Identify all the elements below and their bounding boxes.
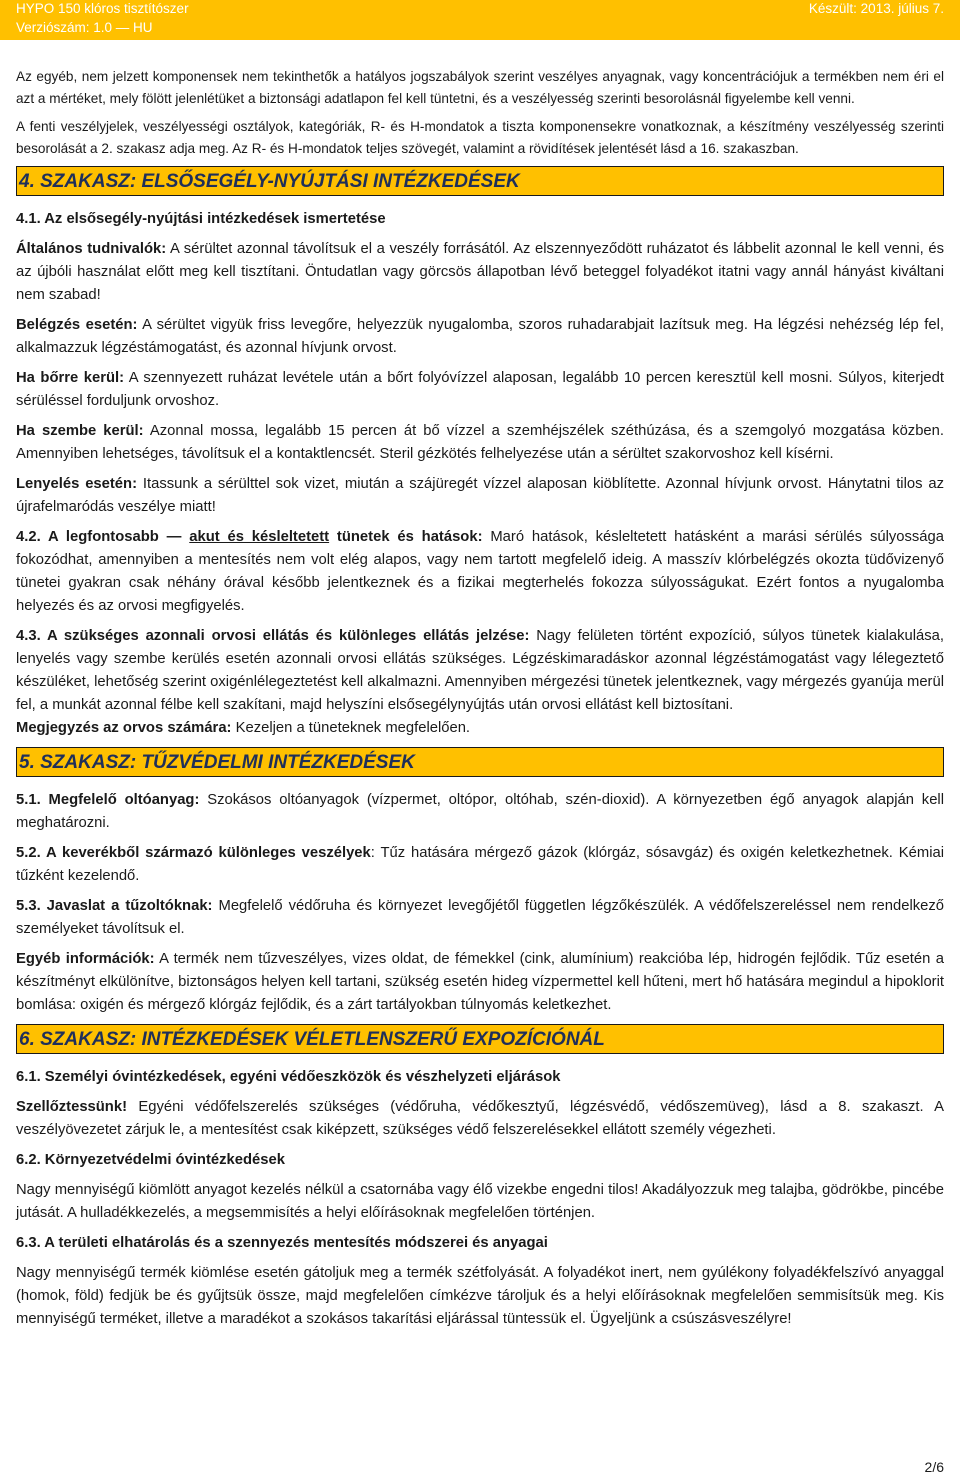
section-6-heading <box>16 1024 944 1054</box>
general-info-text: A sérültet azonnal távolítsuk el a veszély forrásától. Az elszennyeződött ruházatot és lábbelit azonnal le kell venni, és az újbóli használat előtt meg kell tisztítani. Öntudatlan vagy görcsös állapotban lévő beteggel folyadékot itatni vagy annál hányást kiváltani nem szabad! <box>16 241 944 303</box>
section-5-heading <box>16 747 944 777</box>
general-info-paragraph <box>16 238 944 307</box>
section-6-title: 6. SZAKASZ: INTÉZKEDÉSEK VÉLETLENSZERŰ EXPOZÍCIÓNÁL <box>19 1029 605 1050</box>
subsection-5-1-paragraph <box>16 789 944 835</box>
creation-date: Készült: 2013. július 7. <box>808 1 944 16</box>
doctor-note-paragraph <box>16 717 944 740</box>
ingestion-label: Lenyelés esetén: <box>16 476 138 492</box>
subsection-4-3-number: 4.3. <box>16 628 41 644</box>
doctor-note-text: Kezeljen a tüneteknek megfelelően. <box>231 720 471 736</box>
eye-contact-label: Ha szembe kerül: <box>16 423 144 439</box>
ingestion-text: Itassunk a sérülttel sok vizet, miután a szájüregét vízzel alaposan kiöblítette. Azonnal hívjunk orvost. Hánytatni tilos az újrafelmaródás veszélye miatt! <box>16 476 944 515</box>
subsection-4-3-title: A szükséges azonnali orvosi ellátás és különleges ellátás jelzése: <box>40 628 530 644</box>
other-info-label: Egyéb információk: <box>16 951 155 967</box>
skin-contact-label: Ha bőrre kerül: <box>16 370 125 386</box>
section-4-heading <box>16 166 944 196</box>
subsection-4-2-title-a: A legfontosabb <box>40 529 159 545</box>
subsection-4-3-text: Nagy felületen történt expozíció, súlyos tünetek kialakulása, lenyelés vagy szembe kerülés esetén azonnali orvosi ellátás szükséges. Légzéskimaradáskor azonnal légzéstámogatást vagy lélegeztető készüléket, lehetőség szerint oxigénlélegeztetést kell alkalmazni. Amennyiben mérgezési tünetek jelentkeznek, vagy mérgezés gyanúja merül fel, a munkát azonnal félbe kell szakítani, majd helyszíni elsősegélynyújtás után orvosi ellátást kell biztosítani. <box>16 628 945 713</box>
subsection-6-3-title: 6.3. A területi elhatárolás és a szennyezés mentesítés módszerei és anyagai <box>16 1235 548 1251</box>
product-name: HYPO 150 klóros tisztítószer <box>16 1 189 16</box>
subsection-4-3-paragraph <box>16 625 944 717</box>
inhalation-paragraph <box>16 314 944 360</box>
subsection-6-1-title: 6.1. Személyi óvintézkedések, egyéni védőeszközök és vészhelyzeti eljárások <box>16 1069 561 1085</box>
skin-contact-paragraph <box>16 367 944 413</box>
inhalation-label: Belégzés esetén: <box>16 317 138 333</box>
ingestion-paragraph <box>16 473 944 519</box>
ventilation-text: Egyéni védőfelszerelés szükséges (védőruha, védőkesztyű, légzésvédő, védőszemüveg), lásd a 8. szakaszt. A veszélyövezetet zárjuk le, a mentesítést csak kiképzett, szükséges védő felszerelésekkel ellátott személy végezheti. <box>16 1099 944 1138</box>
subsection-4-2-dash: — <box>158 529 190 545</box>
version-number: Verziószám: 1.0 — HU <box>16 20 153 35</box>
section-4-body <box>16 208 944 740</box>
skin-contact-text: A szennyezett ruházat levétele után a bőrt folyóvízzel alaposan, legalább 10 percen keresztül kell mosni. Súlyos, kiterjedt sérüléssel forduljunk orvoshoz. <box>16 370 945 409</box>
subsection-4-1-title: 4.1. Az elsősegély-nyújtási intézkedések ismertetése <box>16 211 386 227</box>
subsection-5-2-title: 5.2. A keverékből származó különleges veszélyek <box>16 845 371 861</box>
subsection-4-2-text: Maró hatások, késleltetett hatásként a marási sérülés súlyossága fokozódhat, amennyiben a mentesítés nem volt elég alapos, vagy nem tartott megfelelő ideig. A masszív klórbelégzés okozta tüdővizenyő tünetei gyakran csak néhány órával később jelentkeznek és a fizikai megterhelés fokozza súlyosságukat. Ezért fontos a nyugalomba helyezés és az orvosi megfigyelés. <box>16 529 944 614</box>
subsection-4-2-title-b: tünetek és hatások: <box>329 529 483 545</box>
document-body <box>16 66 944 1338</box>
subsection-4-2-number: 4.2. <box>16 529 41 545</box>
eye-contact-text: Azonnal mossa, legalább 15 percen át bő vízzel a szemhéjszélek széthúzása, és a szemgolyó mozgatása közben. Amennyiben lehetséges, távolítsuk el a kontaktlencsét. Steril gézkötés felhelyezése után a sérültet szakorvoshoz kell kísérni. <box>16 423 944 462</box>
subsection-5-3-text: Megfelelő védőruha és környezet levegőjétől független légzőkészülék. A védőfelszereléssel nem rendelkező személyeket távolítsuk el. <box>16 898 945 937</box>
intro-paragraph-2: A fenti veszélyjelek, veszélyességi osztályok, kategóriák, R- és H-mondatok a tiszta komponensekre vonatkoznak, a készítmény veszélyesség szerinti besorolását a 2. szakasz adja meg. Az R- és H-mondatok teljes szövegét, valamint a rövidítések jelentését lásd a 16. szakaszban. <box>16 119 944 156</box>
ventilation-paragraph <box>16 1096 944 1142</box>
subsection-5-2-paragraph <box>16 842 944 888</box>
section-5-body <box>16 789 944 1017</box>
subsection-4-2-paragraph <box>16 526 944 618</box>
subsection-5-3-paragraph <box>16 895 944 941</box>
subsection-6-2-title: 6.2. Környezetvédelmi óvintézkedések <box>16 1152 285 1168</box>
section-5-title: 5. SZAKASZ: TŰZVÉDELMI INTÉZKEDÉSEK <box>19 752 415 773</box>
inhalation-text: A sérültet vigyük friss levegőre, helyezzük nyugalomba, szoros ruhadarabjait lazítsuk meg. Ha légzési nehézség lép fel, alkalmazzuk légzéstámogatást, és azonnal hívjunk orvost. <box>16 317 944 356</box>
general-info-label: Általános tudnivalók: <box>16 241 167 257</box>
eye-contact-paragraph <box>16 420 944 466</box>
subsection-5-3-title: 5.3. Javaslat a tűzoltóknak: <box>16 898 213 914</box>
subsection-5-2-text: : Tűz hatására mérgező gázok (klórgáz, sósavgáz) és oxigén keletkezhetnek. Kémiai tűzként kezelendő. <box>16 845 945 884</box>
subsection-4-2-title-underlined: akut és késleltetett <box>189 529 330 545</box>
doctor-note-label: Megjegyzés az orvos számára: <box>16 720 232 736</box>
section-4-title: 4. SZAKASZ: ELSŐSEGÉLY-NYÚJTÁSI INTÉZKEDÉSEK <box>19 171 520 192</box>
other-info-text: A termék nem tűzveszélyes, vizes oldat, de fémekkel (cink, alumínium) reakcióba lép, hidrogén fejlődik. Tűz esetén a készítményt elkülönítve, biztonságos helyen kell tartani, szükség esetén hideg vízpermettel kell hűteni, mert hő hatására megindul a hipoklorit bomlása: oxigén és mérgező klórgáz fejlődik, és a zárt tartályokban túlnyomás keletkezhet. <box>16 951 944 1013</box>
subsection-6-3-text: Nagy mennyiségű termék kiömlése esetén gátoljuk meg a termék szétfolyását. A folyadékot inert, nem gyúlékony folyadékfelszívó anyaggal (homok, föld) fedjük be és gyűjtsük össze, majd megfelelően címkézve tároljuk és a helyi előírásoknak megfelelően semmisítsük meg. Kis mennyiségű terméket, illetve a maradékot a szokásos takarítási eljárással tüntessük el. Ügyeljünk a csúszásveszélyre! <box>16 1265 944 1327</box>
page-number: 2/6 <box>924 1459 944 1475</box>
section-6-body <box>16 1066 944 1331</box>
ventilation-label: Szellőztessünk! <box>16 1099 128 1115</box>
subsection-6-2-text: Nagy mennyiségű kiömlött anyagot kezelés nélkül a csatornába vagy élő vizekbe engedni tilos! Akadályozzuk meg talajba, gödrökbe, pincébe jutását. A hulladékkezelés, a megsemmisítés a helyi előírásoknak megfelelően történjen. <box>16 1182 944 1221</box>
page-header <box>0 0 960 40</box>
subsection-5-1-title: 5.1. Megfelelő oltóanyag: <box>16 792 200 808</box>
intro-paragraph-1: Az egyéb, nem jelzett komponensek nem tekinthetők a hatályos jogszabályok szerint veszélyes anyagnak, vagy koncentrációjuk a termékben nem éri el azt a mértéket, mely fölött jelenlétüket a biztonsági adatlapon fel kell tüntetni, és a veszélyesség szerinti besorolásnál figyelembe kell venni. <box>16 69 944 106</box>
intro-block <box>16 66 944 160</box>
subsection-5-1-text: Szokásos oltóanyagok (vízpermet, oltópor, oltóhab, szén-dioxid). A környezetben égő anyagok alapján kell meghatározni. <box>16 792 944 831</box>
other-info-paragraph <box>16 948 944 1017</box>
